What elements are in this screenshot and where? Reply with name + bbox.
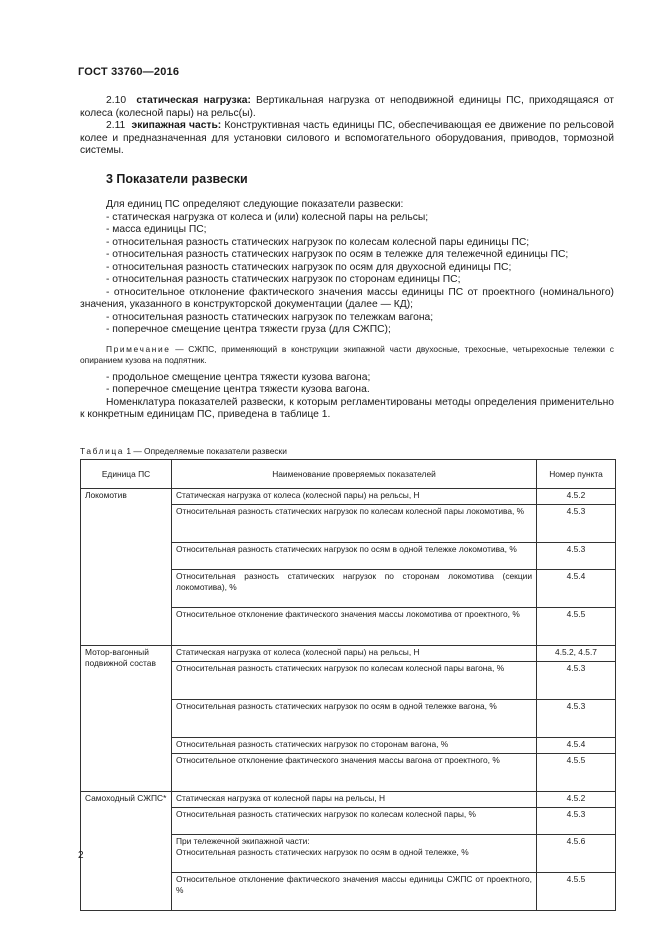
clause-cell: 4.5.5 (537, 754, 616, 792)
list-item: - поперечное смещение центра тяжести груза (для СЖПС); (106, 324, 391, 335)
page-number: 2 (78, 850, 84, 861)
indicator-cell: Относительная разность статических нагрузок по колесам колесной пары, % (172, 808, 537, 835)
clause-cell: 4.5.3 (537, 505, 616, 543)
list-item: - относительное отклонение фактического значения массы единицы ПС от проектного (номинального) значения, указанного в конструкторской документации (далее — КД); (80, 286, 614, 310)
definition-term: статическая нагрузка: (136, 95, 251, 106)
table-caption: Таблица 1 — Определяемые показатели развески (80, 446, 287, 456)
clause-cell: 4.5.4 (537, 738, 616, 754)
indicators-table (80, 459, 616, 911)
table-header-row (81, 460, 616, 489)
list-item: - относительная разность статических нагрузок по сторонам единицы ПС; (106, 274, 461, 285)
closing-paragraph: Номенклатура показателей развески, к которым регламентированы методы определения применительно к конкретным единицам ПС, приведена в таблице 1. (80, 396, 614, 420)
clause-cell: 4.5.3 (537, 543, 616, 570)
unit-cell: Локомотив (81, 489, 172, 646)
clause-cell: 4.5.3 (537, 700, 616, 738)
document-header: ГОСТ 33760—2016 (78, 66, 180, 78)
clause-cell: 4.5.3 (537, 662, 616, 700)
intro-paragraph: Для единиц ПС определяют следующие показатели развески: (106, 199, 404, 210)
list-item: - поперечное смещение центра тяжести кузова вагона. (106, 384, 370, 395)
indicator-cell: Относительная разность статических нагрузок по колесам колесной пары локомотива, % (172, 505, 537, 543)
section-body (80, 199, 614, 422)
clause-cell: 4.5.5 (537, 873, 616, 911)
clause-cell: 4.5.2, 4.5.7 (537, 646, 616, 662)
list-item: - продольное смещение центра тяжести кузова вагона; (106, 371, 371, 383)
definition-2-11: 2.11 экипажная часть: Конструктивная часть единицы ПС, обеспечивающая ее движение по рельсовой колее и предназначенная для установки силового и вспомогательного оборудования, приводов, тормозной системы. (80, 120, 614, 156)
list-item: - масса единицы ПС; (106, 224, 207, 235)
note-label: Примечание (106, 343, 171, 354)
indicator-cell: Относительное отклонение фактического значения массы локомотива от проектного, % (172, 608, 537, 646)
section-title: 3 Показатели развески (106, 172, 248, 186)
indicator-cell: Относительная разность статических нагрузок по осям в одной тележке локомотива, % (172, 543, 537, 570)
list-item: - относительная разность статических нагрузок по тележкам вагона; (106, 311, 434, 323)
clause-cell: 4.5.2 (537, 489, 616, 505)
indicator-list-2 (80, 372, 614, 397)
note: Примечание — СЖПС, применяющий в конструкции экипажной части двухосные, трехосные, четырехосные тележки с опиранием кузова на подпятник. (80, 343, 614, 365)
clause-cell: 4.5.3 (537, 808, 616, 835)
table-header-cell: Наименование проверяемых показателей (172, 460, 537, 489)
indicator-cell: Статическая нагрузка от колесной пары на рельсы, Н (172, 792, 537, 808)
indicator-cell: Статическая нагрузка от колеса (колесной пары) на рельсы, Н (172, 646, 537, 662)
clause-cell: 4.5.2 (537, 792, 616, 808)
indicator-cell: Относительная разность статических нагрузок по колесам колесной пары вагона, % (172, 662, 537, 700)
definition-2-10: 2.10 статическая нагрузка: Вертикальная нагрузка от неподвижной единицы ПС, приходящаяся от колеса (колесной пары) на рельс(ы). (80, 95, 614, 119)
indicator-cell: Статическая нагрузка от колеса (колесной пары) на рельсы, Н (172, 489, 537, 505)
indicator-cell: Относительная разность статических нагрузок по сторонам локомотива (секции локомотива), % (172, 570, 537, 608)
definitions-block (80, 95, 614, 158)
indicator-cell: Относительное отклонение фактического значения массы единицы СЖПС от проектного, % (172, 873, 537, 911)
indicator-cell: Относительная разность статических нагрузок по сторонам вагона, % (172, 738, 537, 754)
table-header-cell: Номер пункта (537, 460, 616, 489)
list-item: - относительная разность статических нагрузок по колесам колесной пары единицы ПС; (106, 236, 530, 248)
list-item: - относительная разность статических нагрузок по осям в тележке для тележечной единицы ПС; (106, 249, 569, 260)
clause-cell: 4.5.5 (537, 608, 616, 646)
list-item: - относительная разность статических нагрузок по осям для двухосной единицы ПС; (106, 261, 512, 273)
table-row (81, 489, 616, 505)
indicator-cell: Относительное отклонение фактического значения массы вагона от проектного, % (172, 754, 537, 792)
unit-cell: Мотор-вагонный подвижной состав (81, 646, 172, 792)
table-row (81, 646, 616, 662)
definition-term: экипажная часть: (131, 120, 222, 131)
table-row (81, 792, 616, 808)
indicator-list (80, 212, 614, 337)
list-item: - статическая нагрузка от колеса и (или) колесной пары на рельсы; (106, 211, 429, 223)
clause-cell: 4.5.4 (537, 570, 616, 608)
table-header-cell: Единица ПС (81, 460, 172, 489)
indicator-cell: Относительная разность статических нагрузок по осям в одной тележке вагона, % (172, 700, 537, 738)
indicator-cell: При тележечной экипажной части: Относительная разность статических нагрузок по осям в одной тележке, % (172, 835, 537, 873)
unit-cell: Самоходный СЖПС* (81, 792, 172, 911)
clause-cell: 4.5.6 (537, 835, 616, 873)
